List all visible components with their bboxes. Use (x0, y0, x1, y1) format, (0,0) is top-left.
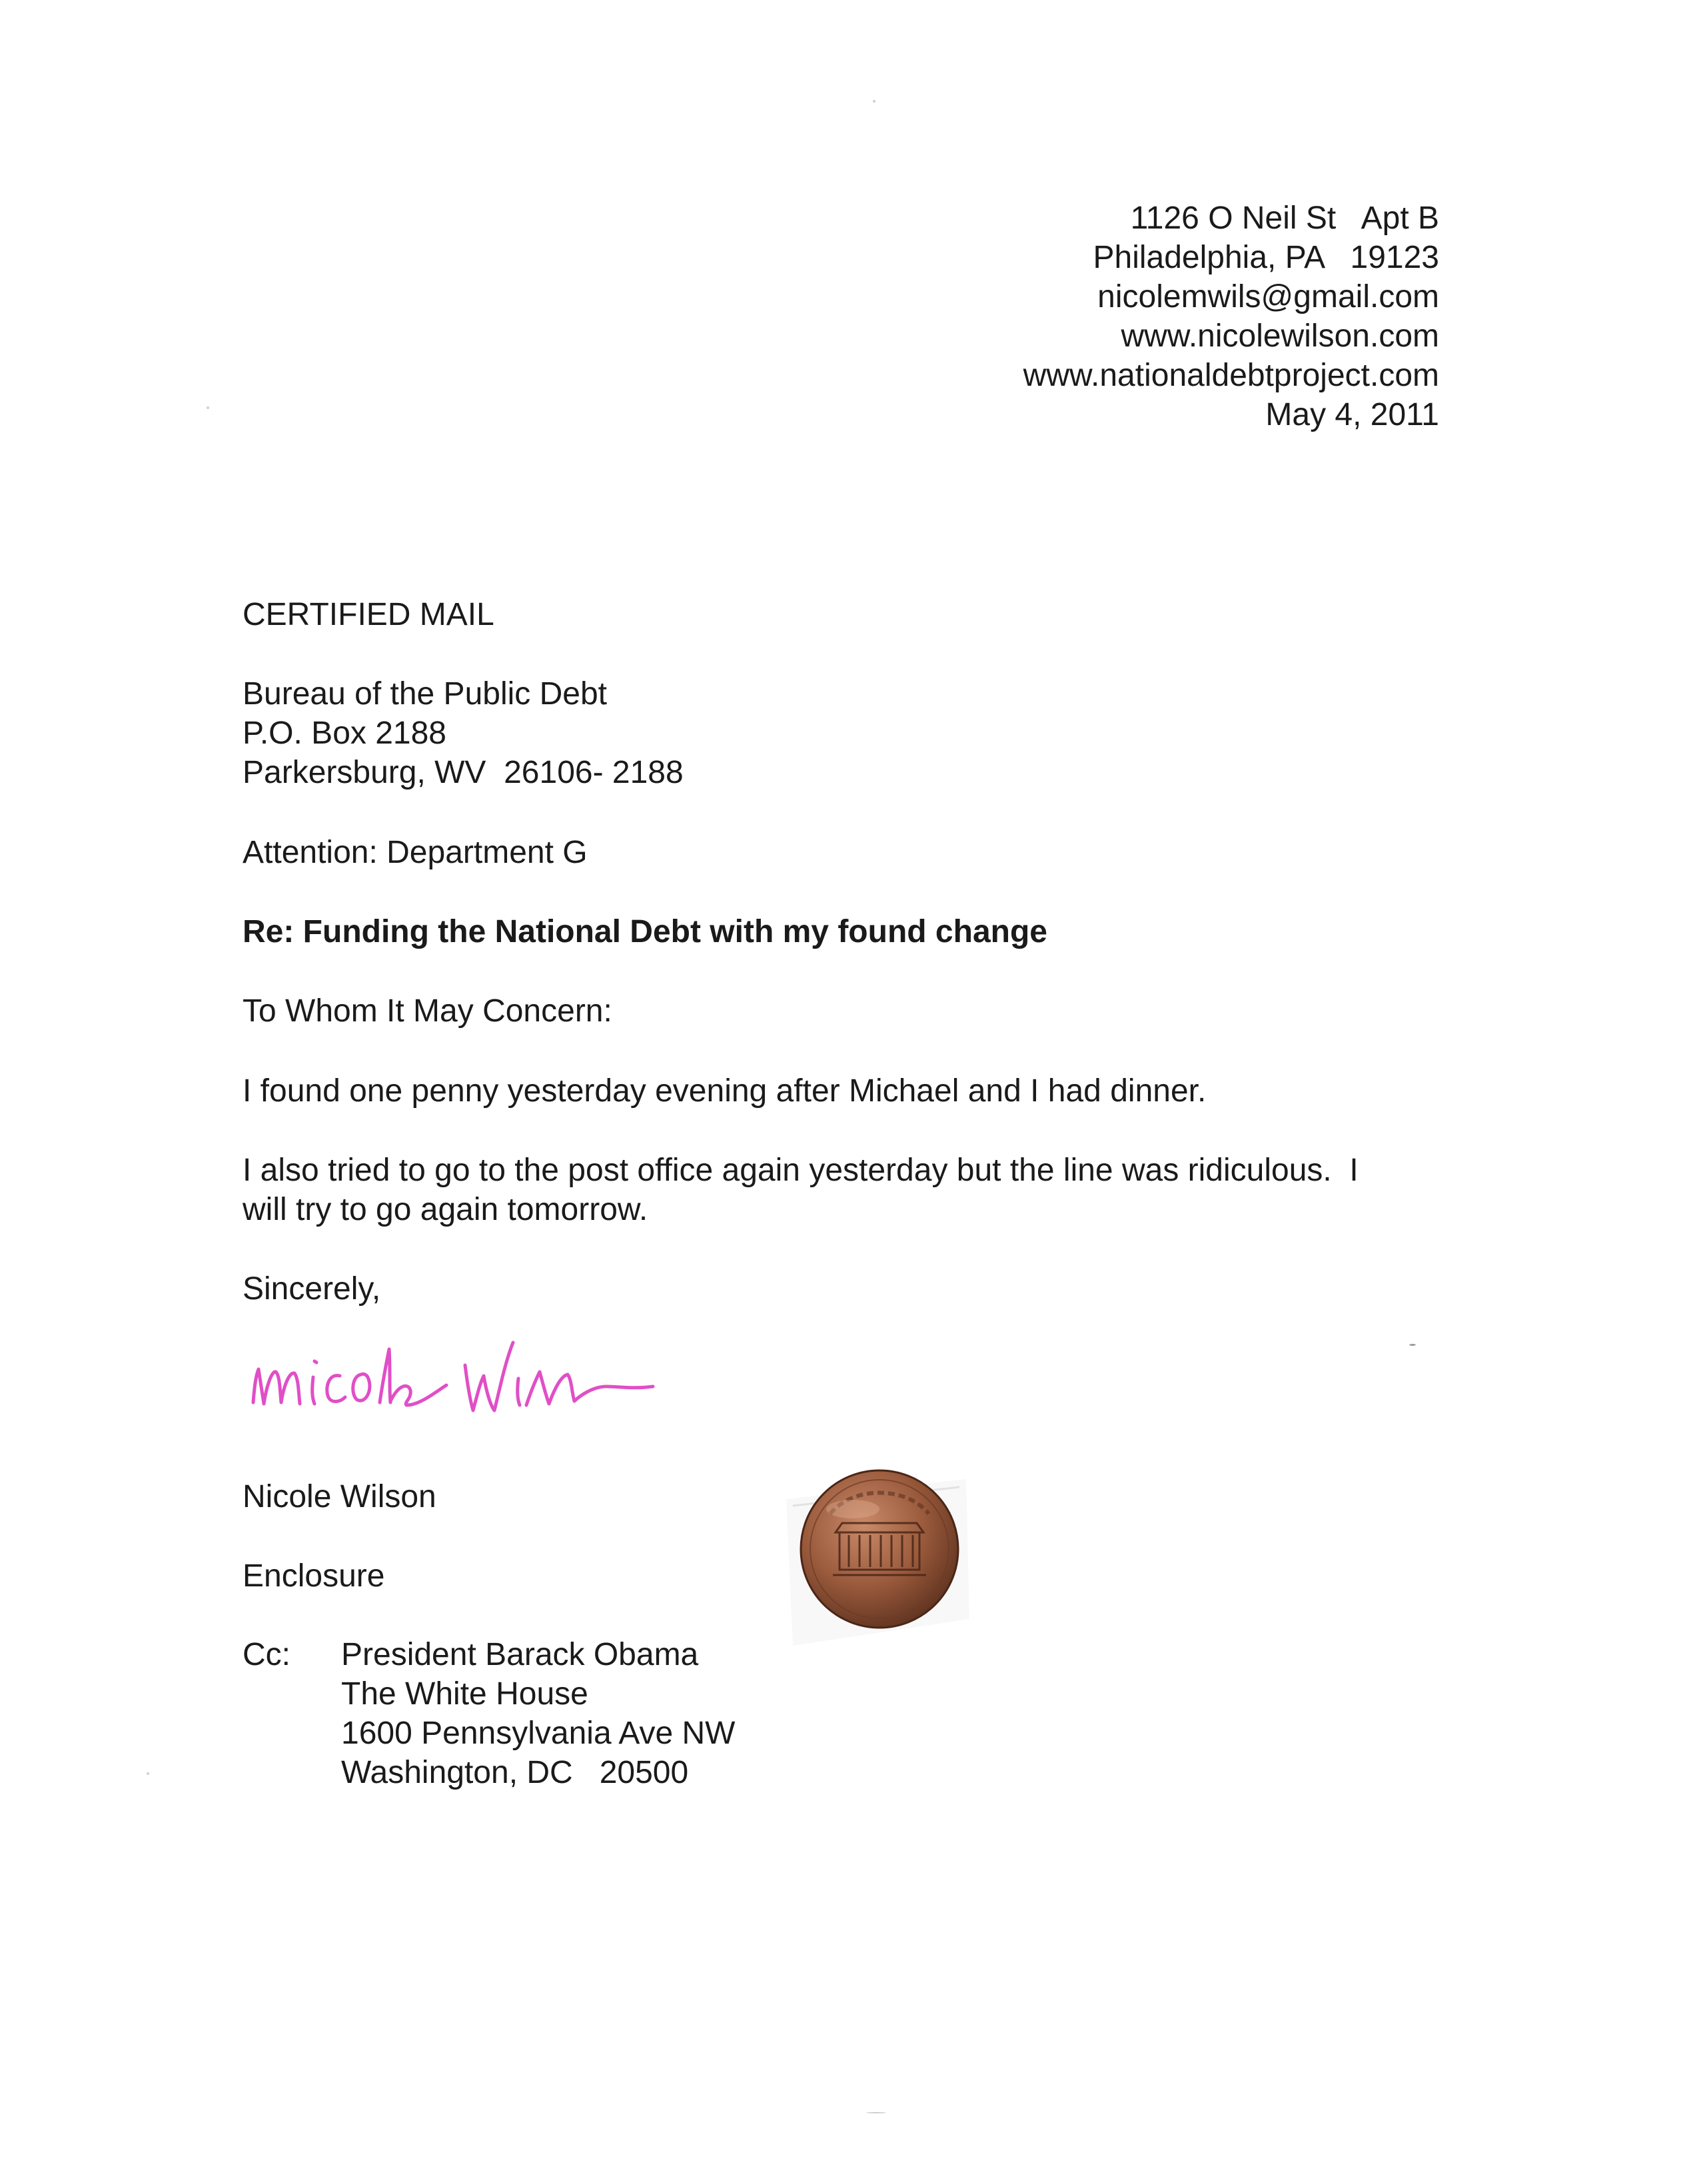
scan-speck (873, 100, 875, 103)
closing: Sincerely, (243, 1271, 381, 1307)
body-paragraph-2-line-1: I also tried to go to the post office again yesterday but the line was ridiculous. I (243, 1153, 1359, 1188)
penny-coin (766, 1452, 979, 1652)
sender-city-line: Philadelphia, PA 19123 (1093, 240, 1439, 275)
scan-speck (866, 2112, 886, 2113)
enclosure-line: Enclosure (243, 1558, 385, 1594)
salutation: To Whom It May Concern: (243, 993, 612, 1029)
cc-org: The White House (341, 1676, 588, 1712)
cc-city-line: Washington, DC 20500 (341, 1755, 689, 1790)
scan-speck (1409, 1344, 1416, 1346)
recipient-name: Bureau of the Public Debt (243, 676, 608, 712)
body-paragraph-2-line-2: will try to go again tomorrow. (243, 1192, 648, 1227)
signature (247, 1323, 673, 1436)
signer-name: Nicole Wilson (243, 1479, 436, 1514)
sender-website-2: www.nationaldebtproject.com (1023, 358, 1439, 393)
subject-line: Re: Funding the National Debt with my found change (243, 914, 1047, 949)
body-paragraph-1: I found one penny yesterday evening after Michael and I had dinner. (243, 1073, 1207, 1109)
cc-label: Cc: (243, 1637, 290, 1672)
attention-line: Attention: Department G (243, 835, 588, 870)
letter-date: May 4, 2011 (1265, 397, 1439, 432)
mail-type: CERTIFIED MAIL (243, 597, 494, 632)
scan-speck (147, 1772, 149, 1775)
sender-street: 1126 O Neil St Apt B (1130, 201, 1439, 236)
recipient-po-box: P.O. Box 2188 (243, 716, 446, 751)
recipient-city-line: Parkersburg, WV 26106- 2188 (243, 755, 684, 790)
sender-website-1: www.nicolewilson.com (1121, 318, 1439, 354)
cc-name: President Barack Obama (341, 1637, 699, 1672)
scan-speck (207, 406, 209, 409)
cc-street: 1600 Pennsylvania Ave NW (341, 1716, 736, 1751)
sender-email: nicolemwils@gmail.com (1097, 279, 1439, 314)
